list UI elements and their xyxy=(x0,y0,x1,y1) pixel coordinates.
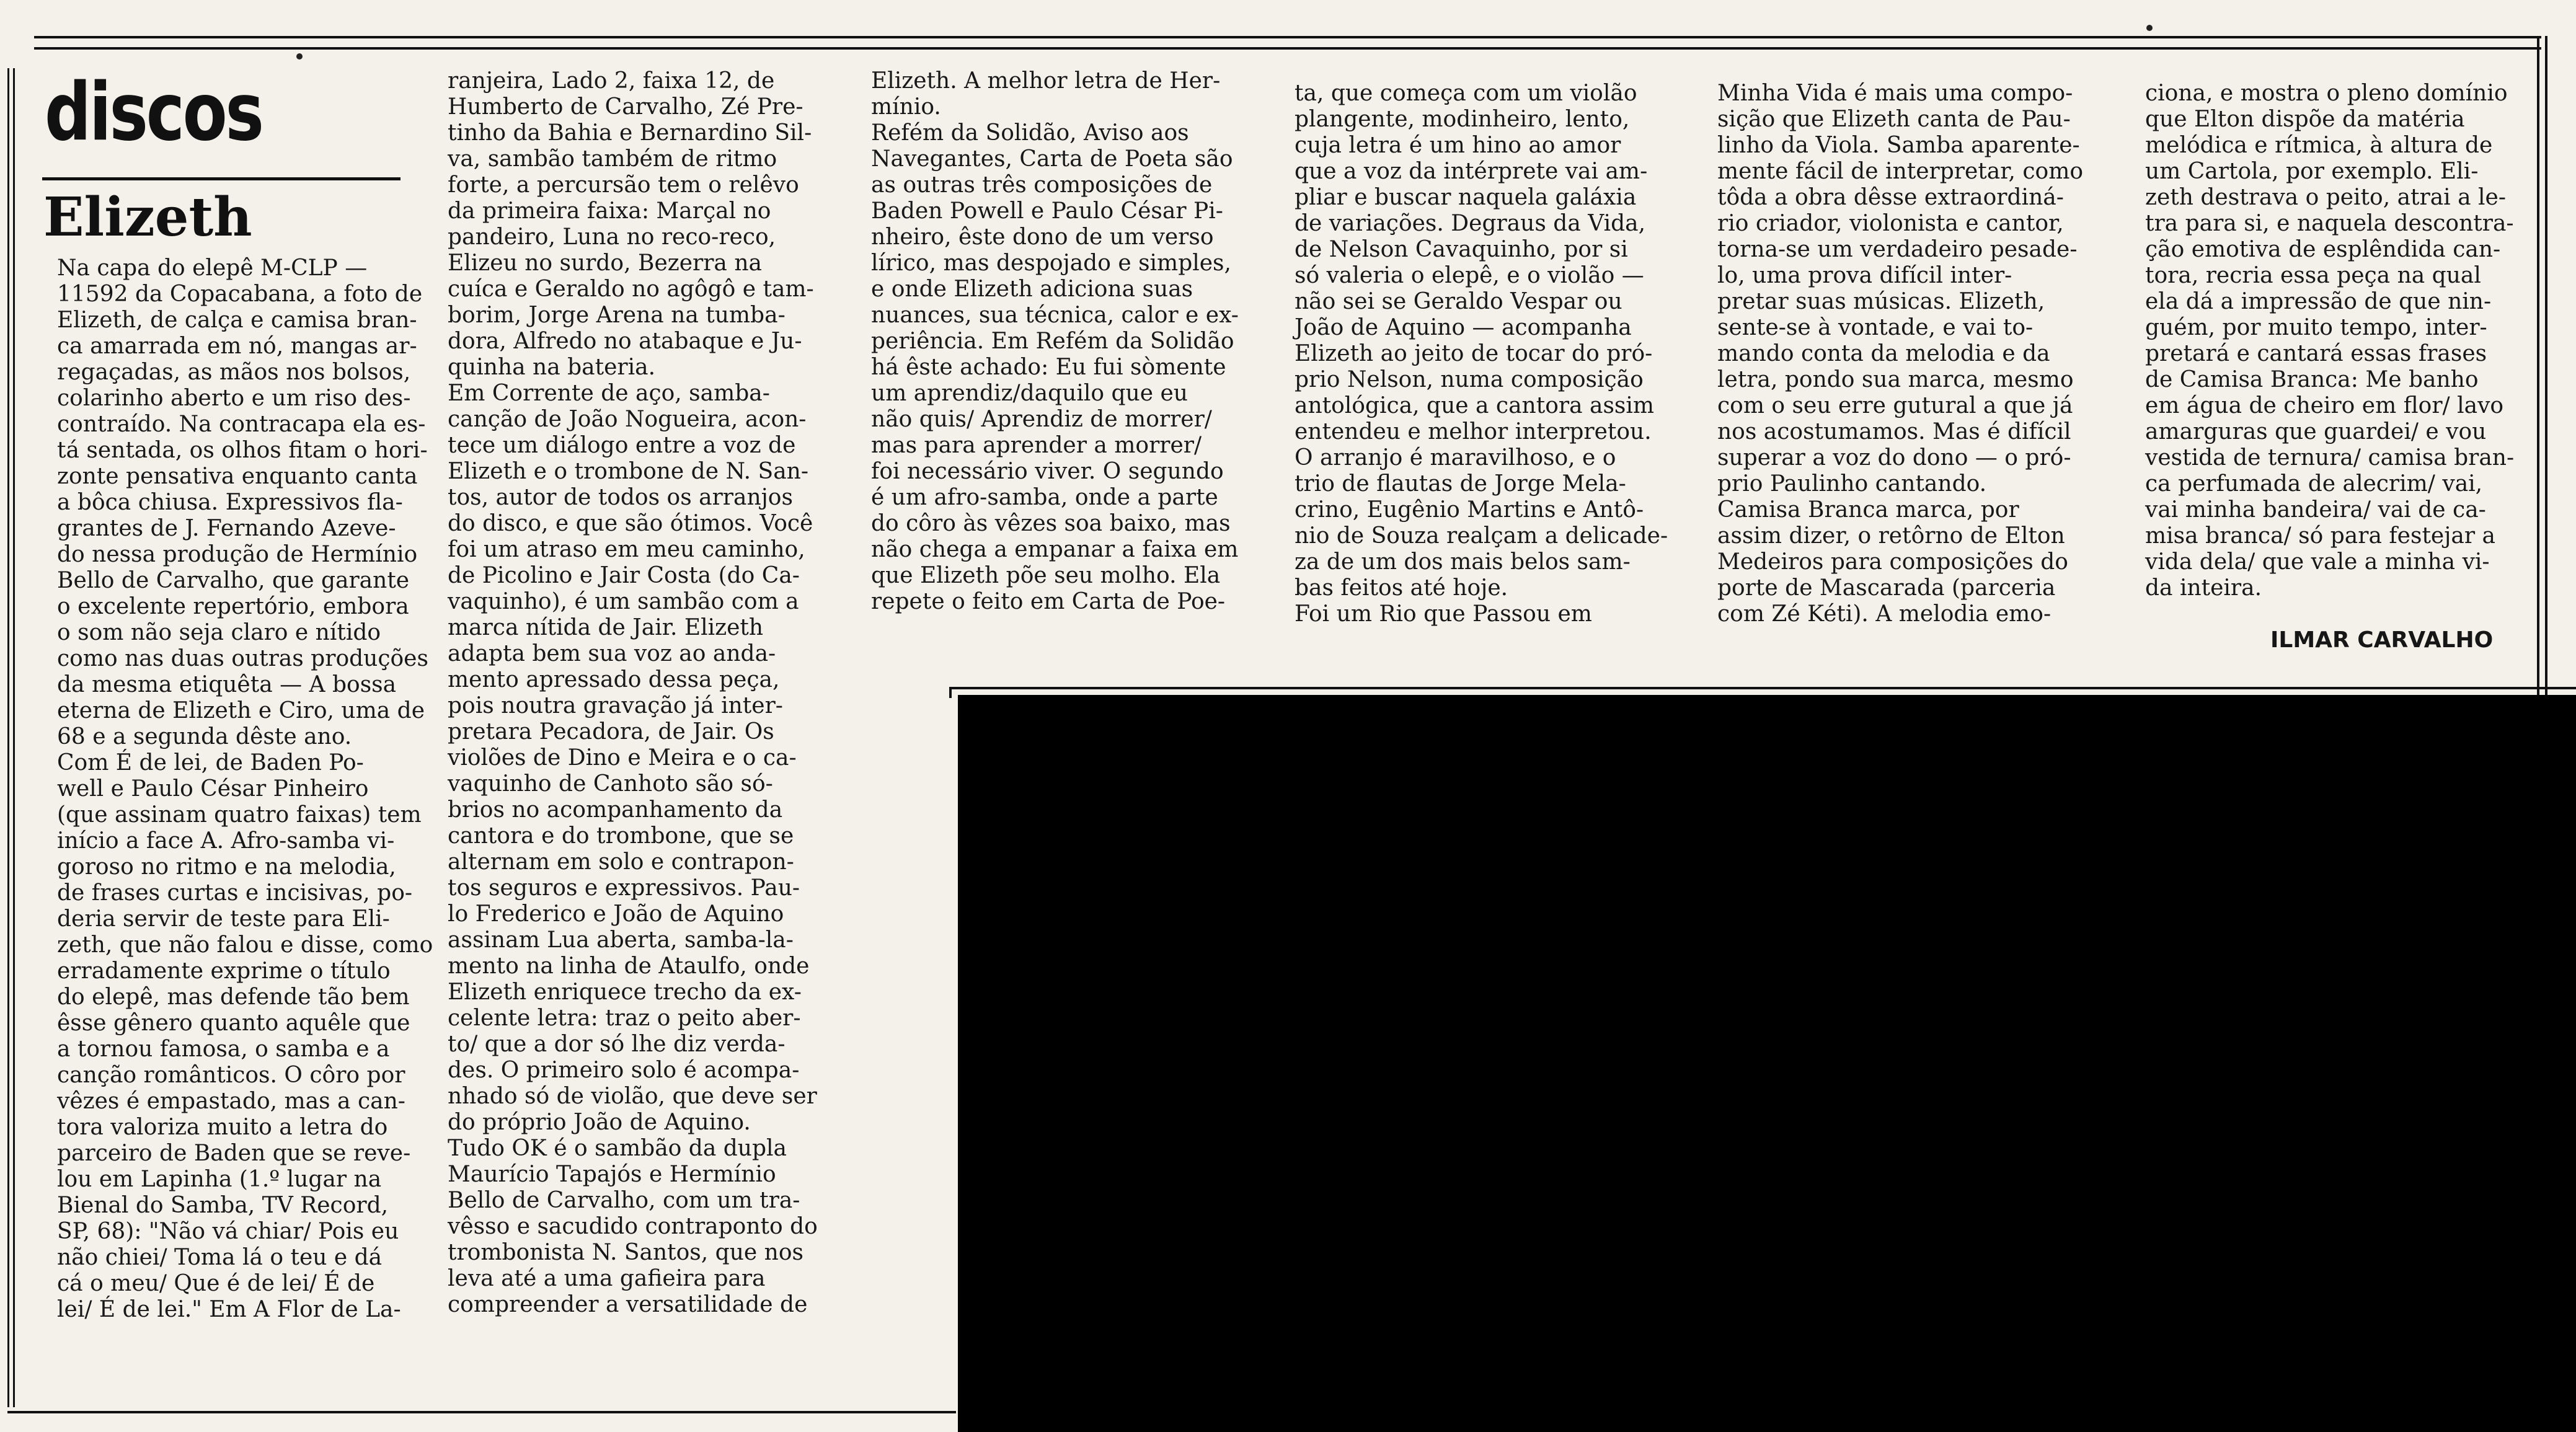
article-column-6 xyxy=(2145,81,2514,601)
text-line: Elizeth. A melhor letra de Her- xyxy=(871,68,1221,94)
text-line: com o seu erre gutural a que já xyxy=(1717,393,2073,418)
text-line: o som não seja claro e nítido xyxy=(57,620,381,645)
text-line: linho da Viola. Samba aparente- xyxy=(1717,133,2080,158)
top-border-rule xyxy=(34,36,2541,50)
text-line: crino, Eugênio Martins e Antô- xyxy=(1295,497,1644,523)
text-line: tos seguros e expressivos. Pau- xyxy=(448,875,800,901)
text-line: que a voz da intérprete vai am- xyxy=(1295,159,1648,184)
text-line: nos acostumamos. Mas é difícil xyxy=(1717,419,2071,444)
bottom-border-rule xyxy=(7,1411,956,1413)
text-line: bas feitos até hoje. xyxy=(1295,575,1508,601)
text-line: de Picolino e Jair Costa (do Ca- xyxy=(448,563,800,588)
text-line: Navegantes, Carta de Poeta são xyxy=(871,146,1233,172)
text-line: vaquinho), é um sambão com a xyxy=(448,589,799,614)
text-line: lou em Lapinha (1.º lugar na xyxy=(57,1167,382,1192)
left-border-rule xyxy=(7,68,15,1407)
text-line: melódica e rítmica, à altura de xyxy=(2145,133,2493,158)
text-line: é um afro-samba, onde a parte xyxy=(871,485,1218,510)
text-line: Refém da Solidão, Aviso aos xyxy=(871,120,1189,146)
text-line: marca nítida de Jair. Elizeth xyxy=(448,615,764,640)
text-line: Bienal do Samba, TV Record, xyxy=(57,1193,389,1218)
text-line: well e Paulo César Pinheiro xyxy=(57,776,369,802)
text-line: va, sambão também de ritmo xyxy=(448,146,777,172)
print-speck xyxy=(296,53,303,60)
text-line: parceiro de Baden que se reve- xyxy=(57,1141,411,1166)
text-line: Elizeth enriquece trecho da ex- xyxy=(448,979,802,1005)
text-line: pretar suas músicas. Elizeth, xyxy=(1717,289,2045,314)
right-border-rule xyxy=(2537,36,2547,697)
text-line: periência. Em Refém da Solidão xyxy=(871,329,1234,354)
text-line: erradamente exprime o título xyxy=(57,958,391,984)
text-line: Minha Vida é mais uma compo- xyxy=(1717,81,2073,106)
text-line: regaçadas, as mãos nos bolsos, xyxy=(57,360,411,385)
text-line: cá o meu/ Que é de lei/ É de xyxy=(57,1271,375,1296)
text-line: êsse gênero quanto aquêle que xyxy=(57,1010,410,1036)
text-line: como nas duas outras produções xyxy=(57,646,428,671)
text-line: ranjeira, Lado 2, faixa 12, de xyxy=(448,68,775,94)
text-line: pretara Pecadora, de Jair. Os xyxy=(448,719,774,745)
article-column-1 xyxy=(57,255,433,1323)
text-line: mínio. xyxy=(871,94,941,120)
text-line: tece um diálogo entre a voz de xyxy=(448,433,796,458)
text-line: Bello de Carvalho, que garante xyxy=(57,568,410,593)
text-line: pois noutra gravação já inter- xyxy=(448,693,783,718)
text-line: tora valoriza muito a letra do xyxy=(57,1115,388,1140)
text-line: zonte pensativa enquanto canta xyxy=(57,464,418,489)
text-line: de frases curtas e incisivas, po- xyxy=(57,880,413,906)
print-speck xyxy=(2146,25,2153,31)
text-line: ta, que começa com um violão xyxy=(1295,81,1637,106)
text-line: lírico, mas despojado e simples, xyxy=(871,250,1231,276)
text-line: brios no acompanhamento da xyxy=(448,797,783,823)
text-line: vida dela/ que vale a minha vi- xyxy=(2145,549,2490,575)
text-line: (que assinam quatro faixas) tem xyxy=(57,802,422,828)
text-line: plangente, modinheiro, lento, xyxy=(1295,107,1630,132)
text-line: deria servir de teste para Eli- xyxy=(57,906,390,932)
text-line: compreender a versatilidade de xyxy=(448,1292,808,1317)
text-line: eterna de Elizeth e Ciro, uma de xyxy=(57,698,425,723)
text-line: torna-se um verdadeiro pesade- xyxy=(1717,237,2078,262)
text-line: Humberto de Carvalho, Zé Pre- xyxy=(448,94,803,120)
text-line: um aprendiz/daquilo que eu xyxy=(871,381,1188,406)
text-line: da primeira faixa: Marçal no xyxy=(448,198,771,224)
text-line: dora, Alfredo no atabaque e Ju- xyxy=(448,329,802,354)
text-line: adapta bem sua voz ao anda- xyxy=(448,641,776,666)
text-line: as outras três composições de xyxy=(871,172,1213,198)
text-line: pretará e cantará essas frases xyxy=(2145,341,2487,366)
text-line: mente fácil de interpretar, como xyxy=(1717,159,2084,184)
black-redaction-block xyxy=(958,695,2576,1432)
text-line: sição que Elizeth canta de Pau- xyxy=(1717,107,2071,132)
text-line: tôda a obra dêsse extraordiná- xyxy=(1717,185,2064,210)
text-line: Elizeth ao jeito de tocar do pró- xyxy=(1295,341,1653,366)
text-line: tos, autor de todos os arranjos xyxy=(448,485,793,510)
text-line: João de Aquino — acompanha xyxy=(1295,315,1632,340)
text-line: des. O primeiro solo é acompa- xyxy=(448,1058,800,1083)
text-line: do próprio João de Aquino. xyxy=(448,1110,751,1135)
text-line: foi necessário viver. O segundo xyxy=(871,459,1224,484)
text-line: misa branca/ só para festejar a xyxy=(2145,523,2495,549)
text-line: do elepê, mas defende tão bem xyxy=(57,984,410,1010)
text-line: goroso no ritmo e na melodia, xyxy=(57,854,396,880)
text-line: za de um dos mais belos sam- xyxy=(1295,549,1631,575)
text-line: repete o feito em Carta de Poe- xyxy=(871,589,1226,614)
text-line: mando conta da melodia e da xyxy=(1717,341,2050,366)
text-line: que Elizeth põe seu molho. Ela xyxy=(871,563,1221,588)
text-line: rio criador, violonista e cantor, xyxy=(1717,211,2064,236)
text-line: que Elton dispõe da matéria xyxy=(2145,107,2465,132)
text-line: prio Nelson, numa composição xyxy=(1295,367,1644,392)
text-line: cantora e do trombone, que se xyxy=(448,823,794,849)
text-line: Na capa do elepê M-CLP — xyxy=(57,255,368,281)
text-line: tá sentada, os olhos fitam o hori- xyxy=(57,438,428,463)
text-line: Com É de lei, de Baden Po- xyxy=(57,750,364,776)
text-line: mas para aprender a morrer/ xyxy=(871,433,1202,458)
text-line: nio de Souza realçam a delicade- xyxy=(1295,523,1668,549)
text-line: violões de Dino e Meira e o ca- xyxy=(448,745,797,771)
text-line: nheiro, êste dono de um verso xyxy=(871,224,1214,250)
text-line: vaquinho de Canhoto são só- xyxy=(448,771,773,797)
article-column-2 xyxy=(448,68,818,1318)
text-line: não chega a empanar a faixa em xyxy=(871,537,1239,562)
text-line: não chiei/ Toma lá o teu e dá xyxy=(57,1245,383,1270)
text-line: cuíca e Geraldo no agôgô e tam- xyxy=(448,276,814,302)
text-line: vai minha bandeira/ vai de ca- xyxy=(2145,497,2486,523)
text-line: lei/ É de lei." Em A Flor de La- xyxy=(57,1297,401,1322)
byline: ILMAR CARVALHO xyxy=(2270,627,2494,653)
text-line: trio de flautas de Jorge Mela- xyxy=(1295,471,1626,497)
text-line: com Zé Kéti). A melodia emo- xyxy=(1717,601,2052,627)
text-line: alternam em solo e contrapon- xyxy=(448,849,794,875)
text-line: tora, recria essa peça na qual xyxy=(2145,263,2481,288)
text-line: ca perfumada de alecrim/ vai, xyxy=(2145,471,2483,497)
text-line: não sei se Geraldo Vespar ou xyxy=(1295,289,1622,314)
text-line: canção românticos. O côro por xyxy=(57,1063,405,1088)
text-line: nuances, sua técnica, calor e ex- xyxy=(871,303,1239,328)
text-line: foi um atraso em meu caminho, xyxy=(448,537,805,562)
text-line: de Nelson Cavaquinho, por si xyxy=(1295,237,1628,262)
text-line: tinho da Bahia e Bernardino Sil- xyxy=(448,120,812,146)
text-line: colarinho aberto e um riso des- xyxy=(57,386,411,411)
text-line: porte de Mascarada (parceria xyxy=(1717,575,2056,601)
text-line: um Cartola, por exemplo. Eli- xyxy=(2145,159,2479,184)
text-line: mento na linha de Ataulfo, onde xyxy=(448,953,810,979)
text-line: 11592 da Copacabana, a foto de xyxy=(57,281,423,307)
text-line: SP, 68): "Não vá chiar/ Pois eu xyxy=(57,1219,399,1244)
text-line: guém, por muito tempo, inter- xyxy=(2145,315,2487,340)
text-line: Baden Powell e Paulo César Pi- xyxy=(871,198,1223,224)
text-line: vestida de ternura/ camisa bran- xyxy=(2145,445,2515,471)
text-line: do côro às vêzes soa baixo, mas xyxy=(871,511,1231,536)
text-line: quinha na bateria. xyxy=(448,355,656,380)
text-line: Elizeu no surdo, Bezerra na xyxy=(448,250,762,276)
text-line: Maurício Tapajós e Hermínio xyxy=(448,1162,776,1187)
text-line: mento apressado dessa peça, xyxy=(448,667,780,692)
text-line: amarguras que guardei/ e vou xyxy=(2145,419,2487,444)
text-line: Bello de Carvalho, com um tra- xyxy=(448,1188,800,1213)
text-line: pliar e buscar naquela galáxia xyxy=(1295,185,1637,210)
text-line: sente-se à vontade, e vai to- xyxy=(1717,315,2034,340)
logo-rule xyxy=(42,177,401,180)
text-line: to/ que a dor só lhe diz verda- xyxy=(448,1032,786,1057)
text-line: antológica, que a cantora assim xyxy=(1295,393,1655,418)
text-line: leva até a uma gafieira para xyxy=(448,1266,766,1291)
text-line: zeth destrava o peito, atrai a le- xyxy=(2145,185,2507,210)
text-line: a bôca chiusa. Expressivos fla- xyxy=(57,490,403,515)
text-line: canção de João Nogueira, acon- xyxy=(448,407,807,432)
text-line: lo, uma prova difícil inter- xyxy=(1717,263,2012,288)
text-line: trombonista N. Santos, que nos xyxy=(448,1240,803,1265)
text-line: ca amarrada em nó, mangas ar- xyxy=(57,334,417,359)
text-line: da mesma etiquêta — A bossa xyxy=(57,672,397,697)
article-headline: Elizeth xyxy=(43,186,252,249)
text-line: Camisa Branca marca, por xyxy=(1717,497,2019,523)
text-line: superar a voz do dono — o pró- xyxy=(1717,445,2071,471)
text-line: vêsso e sacudido contraponto do xyxy=(448,1214,818,1239)
text-line: grantes de J. Fernando Azeve- xyxy=(57,516,396,541)
text-line: só valeria o elepê, e o violão — xyxy=(1295,263,1644,288)
text-line: ciona, e mostra o pleno domínio xyxy=(2145,81,2508,106)
article-column-3 xyxy=(871,68,1239,615)
text-line: de variações. Degraus da Vida, xyxy=(1295,211,1646,236)
text-line: entendeu e melhor interpretou. xyxy=(1295,419,1652,444)
text-line: e onde Elizeth adiciona suas xyxy=(871,276,1193,302)
text-line: o excelente repertório, embora xyxy=(57,594,409,619)
text-line: Elizeth, de calça e camisa bran- xyxy=(57,307,417,333)
text-line: contraído. Na contracapa ela es- xyxy=(57,412,426,437)
text-line: Elizeth e o trombone de N. San- xyxy=(448,459,809,484)
text-line: da inteira. xyxy=(2145,575,2262,601)
text-line: ela dá a impressão de que nin- xyxy=(2145,289,2492,314)
text-line: não quis/ Aprendiz de morrer/ xyxy=(871,407,1212,432)
text-line: assinam Lua aberta, samba-la- xyxy=(448,927,794,953)
text-line: a tornou famosa, o samba e a xyxy=(57,1036,390,1062)
text-line: prio Paulinho cantando. xyxy=(1717,471,1987,497)
text-line: do nessa produção de Hermínio xyxy=(57,542,418,567)
text-line: de Camisa Branca: Me banho xyxy=(2145,367,2479,392)
text-line: assim dizer, o retôrno de Elton xyxy=(1717,523,2065,549)
text-line: do disco, e que são ótimos. Você xyxy=(448,511,813,536)
text-line: 68 e a segunda dêste ano. xyxy=(57,724,352,749)
text-line: zeth, que não falou e disse, como xyxy=(57,932,433,958)
text-line: letra, pondo sua marca, mesmo xyxy=(1717,367,2074,392)
text-line: Tudo OK é o sambão da dupla xyxy=(448,1136,787,1161)
article-column-5 xyxy=(1717,81,2083,627)
text-line: pandeiro, Luna no reco-reco, xyxy=(448,224,776,250)
text-line: Medeiros para composições do xyxy=(1717,549,2068,575)
text-line: início a face A. Afro-samba vi- xyxy=(57,828,395,854)
text-line: cuja letra é um hino ao amor xyxy=(1295,133,1621,158)
text-line: nhado só de violão, que deve ser xyxy=(448,1084,817,1109)
text-line: tra para si, e naquela descontra- xyxy=(2145,211,2514,236)
section-logo: discos xyxy=(45,66,262,159)
text-line: lo Frederico e João de Aquino xyxy=(448,901,784,927)
text-line: borim, Jorge Arena na tumba- xyxy=(448,303,786,328)
text-line: em água de cheiro em flor/ lavo xyxy=(2145,393,2504,418)
text-line: vêzes é empastado, mas a can- xyxy=(57,1089,405,1114)
text-line: ção emotiva de esplêndida can- xyxy=(2145,237,2501,262)
article-column-4 xyxy=(1295,81,1668,627)
text-line: Foi um Rio que Passou em xyxy=(1295,601,1592,627)
text-line: O arranjo é maravilhoso, e o xyxy=(1295,445,1616,471)
text-line: celente letra: traz o peito aber- xyxy=(448,1005,801,1031)
text-line: Em Corrente de aço, samba- xyxy=(448,381,770,406)
text-line: há êste achado: Eu fui sòmente xyxy=(871,355,1226,380)
text-line: forte, a percursão tem o relêvo xyxy=(448,172,799,198)
